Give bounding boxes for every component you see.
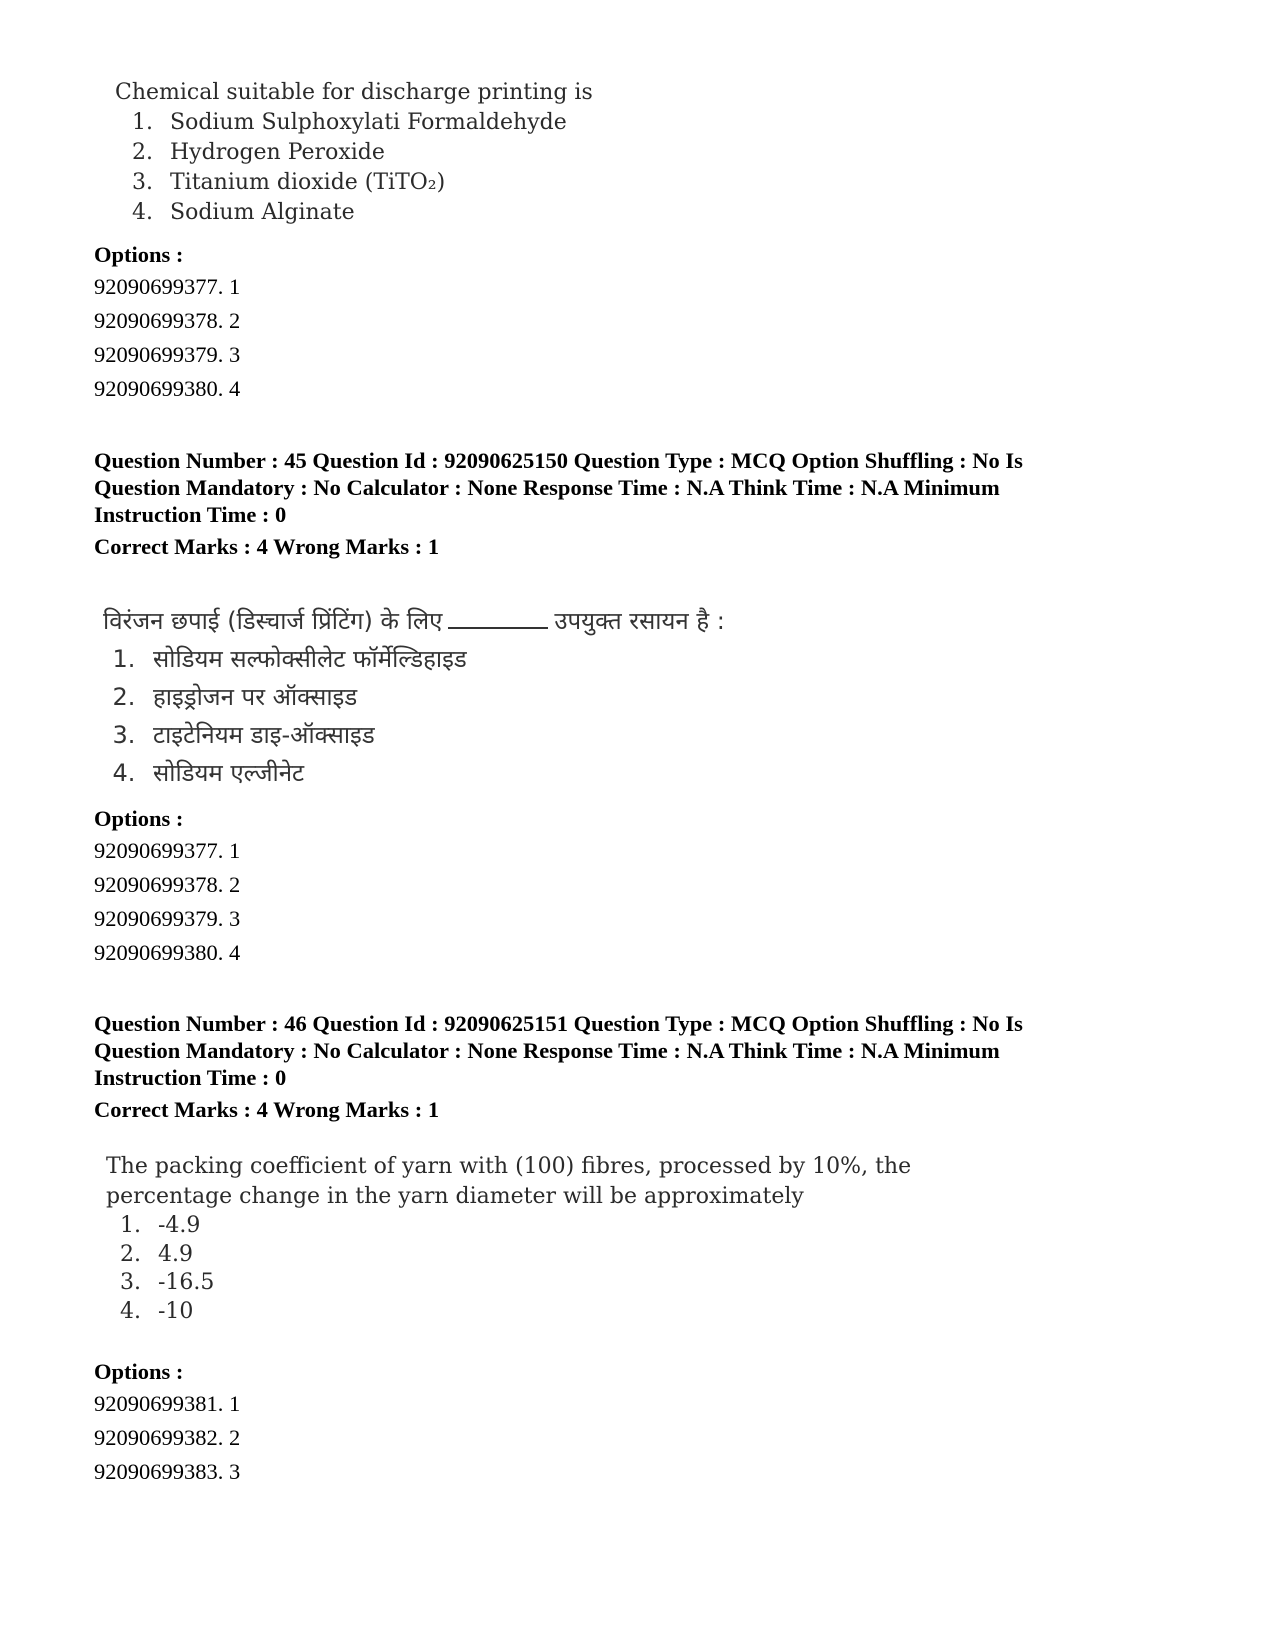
q45-option: 92090699377. 1 [94, 838, 241, 863]
q45-option: 92090699380. 4 [94, 940, 241, 965]
q46-option: 92090699381. 1 [94, 1391, 241, 1416]
q44-stem: Chemical suitable for discharge printing is [115, 80, 593, 105]
q45-stem-part1: विरंजन छपाई (डिस्चार्ज प्रिंटिंग) के लिए [103, 607, 443, 635]
q45-meta-line: Question Mandatory : No Calculator : None Response Time : N.A Think Time : N.A Minimum [94, 475, 1000, 500]
q44-choice: 4. Sodium Alginate [160, 198, 635, 228]
q45-choice: 2. हाइड्रोजन पर ऑक्साइड [143, 678, 783, 716]
q46-meta-line: Instruction Time : 0 [94, 1065, 287, 1090]
q45-choice: 1. सोडियम सल्फोक्सीलेट फॉर्मेल्डिहाइड [143, 640, 783, 678]
q44-options-list [94, 270, 240, 406]
q46-option: 92090699383. 3 [94, 1459, 241, 1484]
q44-choice: 1. Sodium Sulphoxylati Formaldehyde [160, 108, 635, 138]
q45-option: 92090699379. 3 [94, 906, 241, 931]
q44-options-label: Options : [94, 242, 184, 267]
q44-choice-list [115, 108, 635, 228]
q46-stem-line: The packing coefficient of yarn with (100) fibres, processed by 10%, the [106, 1154, 912, 1179]
q45-blank [448, 609, 548, 629]
q46-choice: 4. -10 [148, 1298, 926, 1327]
q46-marks: Correct Marks : 4 Wrong Marks : 1 [94, 1097, 440, 1122]
q46-choice-list [106, 1212, 926, 1326]
q44-option: 92090699377. 1 [94, 274, 241, 299]
q46-meta-line: Question Mandatory : No Calculator : None Response Time : N.A Think Time : N.A Minimum [94, 1038, 1000, 1063]
q44-choice: 3. Titanium dioxide (TiTO₂) [160, 168, 635, 198]
q45-choice-list [103, 640, 783, 792]
q45-header [94, 447, 1194, 528]
q45-stem [103, 602, 783, 640]
q45-choice: 4. सोडियम एल्जीनेट [143, 754, 783, 792]
q46-choice: 1. -4.9 [148, 1212, 926, 1241]
q44-option: 92090699379. 3 [94, 342, 241, 367]
q46-stem-line: percentage change in the yarn diameter will be approximately [106, 1184, 804, 1209]
q45-option: 92090699378. 2 [94, 872, 241, 897]
q45-options-label: Options : [94, 806, 184, 831]
q46-question-image [106, 1152, 926, 1326]
q45-choice: 3. टाइटेनियम डाइ-ऑक्साइड [143, 716, 783, 754]
q45-meta-line: Question Number : 45 Question Id : 92090625150 Question Type : MCQ Option Shuffling : No Is [94, 448, 1023, 473]
q46-option: 92090699382. 2 [94, 1425, 241, 1450]
q46-options-label: Options : [94, 1359, 184, 1384]
q46-choice: 3. -16.5 [148, 1269, 926, 1298]
q46-header [94, 1010, 1194, 1091]
q45-options-list [94, 834, 240, 970]
q44-option: 92090699380. 4 [94, 376, 241, 401]
q45-stem-part2: उपयुक्त रसायन है : [554, 607, 725, 635]
q46-options-list [94, 1387, 240, 1489]
q45-question-image [103, 602, 783, 792]
q44-question-image [115, 78, 635, 228]
q45-marks: Correct Marks : 4 Wrong Marks : 1 [94, 534, 440, 559]
q46-meta-line: Question Number : 46 Question Id : 92090625151 Question Type : MCQ Option Shuffling : No Is [94, 1011, 1023, 1036]
q44-option: 92090699378. 2 [94, 308, 241, 333]
q45-meta-line: Instruction Time : 0 [94, 502, 287, 527]
q46-choice: 2. 4.9 [148, 1241, 926, 1270]
q44-choice: 2. Hydrogen Peroxide [160, 138, 635, 168]
